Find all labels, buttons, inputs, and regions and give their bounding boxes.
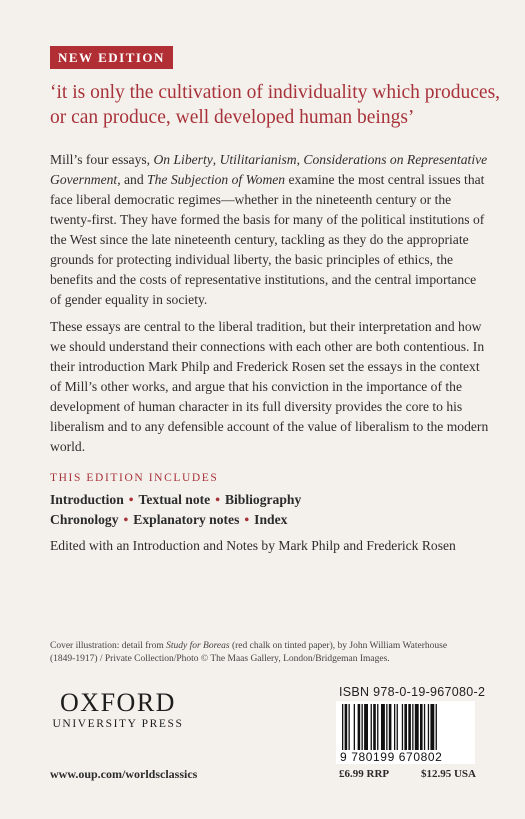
barcode-bar bbox=[404, 704, 407, 750]
barcode-bar bbox=[430, 704, 434, 750]
barcode-bar bbox=[377, 704, 378, 750]
barcode-bar bbox=[345, 704, 348, 750]
barcode-bar bbox=[394, 704, 395, 750]
barcode-bar bbox=[354, 704, 355, 750]
barcode-bars bbox=[342, 704, 437, 750]
barcode-bar bbox=[386, 704, 387, 750]
credit-pre: Cover illustration: detail from bbox=[50, 641, 164, 651]
publisher-name: OXFORD bbox=[60, 688, 176, 717]
p1-lead: Mill’s four essays, bbox=[50, 152, 151, 167]
barcode-bar bbox=[362, 704, 363, 750]
barcode-digits: 9 780199 670802 bbox=[340, 750, 443, 764]
barcode bbox=[336, 701, 475, 764]
title-considerations: Considerations on Representative Government bbox=[50, 152, 488, 187]
barcode-bar bbox=[358, 704, 361, 750]
p1-sep2: , bbox=[296, 152, 301, 167]
barcode-bar bbox=[389, 704, 392, 750]
pull-quote: ‘it is only the cultivation of individuality which produces, or can produce, well developed human beings’ bbox=[50, 82, 501, 128]
feature-bibliography: Bibliography bbox=[224, 492, 302, 507]
bullet-separator: • bbox=[244, 511, 250, 527]
feature-introduction: Introduction bbox=[50, 492, 124, 507]
cover-illustration-credit bbox=[50, 640, 470, 666]
p1-rest: examine the most central issues that face liberal democratic regimes—whether in the nineteenth century or the twenty-first. They have formed the basis for many of the political institutions of the West since the late nineteenth century, tackling as they do the appropriate grounds for protecting individual liberty, the basic principles of ethics, the benefits and the costs of representative institutions, and the central importance of gender equality in society. bbox=[50, 172, 485, 307]
barcode-bar bbox=[415, 704, 419, 750]
barcode-bar bbox=[402, 704, 403, 750]
barcode-bar bbox=[412, 704, 413, 750]
title-utilitarianism: Utilitarianism bbox=[219, 152, 297, 167]
bullet-separator: • bbox=[123, 511, 129, 527]
price-uk: £6.99 RRP bbox=[339, 768, 390, 780]
credit-work-title: Study for Boreas bbox=[166, 641, 230, 651]
barcode-bar bbox=[373, 704, 376, 750]
barcode-bar bbox=[428, 704, 429, 750]
p1-sep3: , and bbox=[117, 172, 144, 187]
price-us: $12.95 USA bbox=[420, 768, 476, 780]
publisher-sub: UNIVERSITY PRESS bbox=[52, 718, 184, 730]
edition-includes-heading: THIS EDITION INCLUDES bbox=[50, 472, 219, 484]
description-paragraph-1 bbox=[50, 150, 490, 310]
barcode-bar bbox=[408, 704, 411, 750]
edition-features-list bbox=[50, 490, 490, 529]
feature-chronology: Chronology bbox=[50, 511, 119, 527]
bullet-separator: • bbox=[215, 492, 220, 507]
barcode-bar bbox=[381, 704, 385, 750]
oxford-university-press-logo bbox=[48, 690, 188, 730]
barcode-bar bbox=[420, 704, 423, 750]
barcode-bar bbox=[436, 704, 437, 750]
new-edition-badge: NEW EDITION bbox=[50, 46, 173, 69]
website-link[interactable]: www.oup.com/worldsclassics bbox=[50, 767, 198, 781]
credit-post: (red chalk on tinted paper), by John William Waterhouse (1849-1917) / Private Collection/Photo © The Maas Gallery, London/Bridgeman Images. bbox=[50, 641, 448, 664]
title-subjection-of-women: The Subjection of Women bbox=[147, 172, 286, 187]
feature-explanatory-notes: Explanatory notes bbox=[133, 511, 240, 527]
feature-textual-note: Textual note bbox=[138, 492, 211, 507]
isbn-label: ISBN 978-0-19-967080-2 bbox=[339, 685, 486, 699]
feature-index: Index bbox=[254, 511, 288, 527]
barcode-bar bbox=[342, 704, 343, 750]
barcode-bar bbox=[397, 704, 398, 750]
price-row bbox=[339, 768, 476, 780]
edited-by-line: Edited with an Introduction and Notes by Mark Philp and Frederick Rosen bbox=[50, 538, 456, 553]
barcode-bar bbox=[424, 704, 425, 750]
barcode-bar bbox=[364, 704, 368, 750]
bullet-separator: • bbox=[128, 492, 134, 507]
title-on-liberty: On Liberty bbox=[153, 152, 213, 167]
barcode-graphic bbox=[336, 701, 475, 764]
barcode-bar bbox=[371, 704, 372, 750]
description-paragraph-2: These essays are central to the liberal tradition, but their interpretation and how we should understand their connections with each other are both contentious. In their introduction Mark Philp and Frederick Rosen set the essays in the context of Mill’s other works, and argue that his conviction in the importance of the development of human character in its full diversity provides the core to his liberalism and to any defensible account of the value of liberalism to the modern world. bbox=[50, 319, 489, 454]
p1-sep1: , bbox=[212, 152, 217, 167]
barcode-bar bbox=[349, 704, 350, 750]
